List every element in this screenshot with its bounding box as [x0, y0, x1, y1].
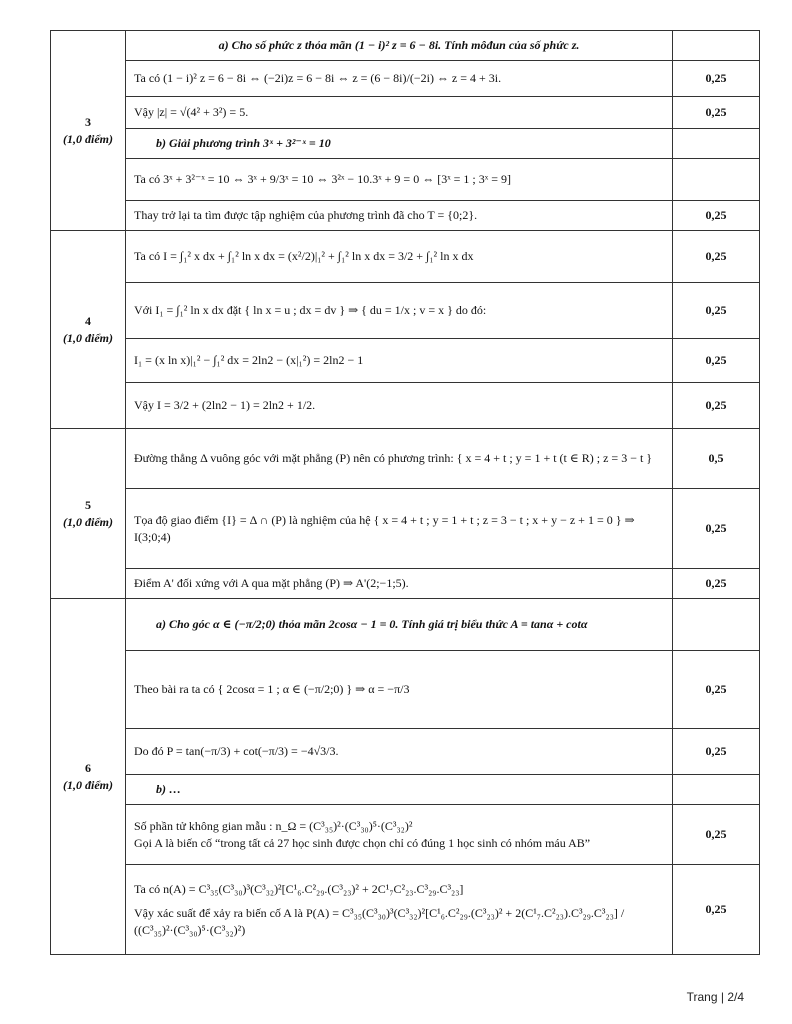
question-number: 3 — [85, 115, 91, 130]
table-row — [51, 569, 760, 599]
table-row — [51, 383, 760, 429]
score-cell: 0,25 — [673, 651, 760, 729]
part-heading: a) Cho số phức z thỏa mãn (1 − i)² z = 6 − 8i. Tính môđun của số phức z. — [126, 31, 673, 61]
table-row — [51, 599, 760, 651]
table-row — [51, 159, 760, 201]
question-points: (1,0 điểm) — [63, 330, 113, 345]
score-cell: 0,25 — [673, 201, 760, 231]
table-row — [51, 865, 760, 955]
table-row — [51, 31, 760, 61]
table-row — [51, 805, 760, 865]
score-cell — [673, 599, 760, 651]
question-label-cell — [51, 599, 126, 955]
solution-line: Gọi A là biến cố “trong tất cả 27 học sinh được chọn chỉ có đúng 1 học sinh có nhóm máu AB” — [134, 835, 591, 850]
score-cell — [673, 775, 760, 805]
solution-step: Với I₁ = ∫₁² ln x dx đặt { ln x = u ; dx = dv } ⇒ { du = 1/x ; v = x } do đó: — [126, 283, 673, 339]
question-label-cell — [51, 429, 126, 599]
part-heading: b) … — [126, 775, 673, 805]
answer-table — [50, 30, 760, 955]
table-row — [51, 651, 760, 729]
solution-step — [126, 865, 673, 955]
table-row — [51, 429, 760, 489]
table-row — [51, 97, 760, 129]
score-cell: 0,25 — [673, 231, 760, 283]
solution-step: Vậy |z| = √(4² + 3²) = 5. — [126, 97, 673, 129]
table-row — [51, 201, 760, 231]
question-points: (1,0 điểm) — [63, 131, 113, 146]
solution-step — [126, 805, 673, 865]
part-heading: a) Cho góc α ∈ (−π/2;0) thỏa mãn 2cosα − 1 = 0. Tính giá trị biểu thức A = tanα + cotα — [126, 599, 673, 651]
part-heading: b) Giải phương trình 3ˣ + 3²⁻ˣ = 10 — [126, 129, 673, 159]
table-row — [51, 129, 760, 159]
table-row — [51, 489, 760, 569]
score-cell — [673, 31, 760, 61]
solution-line: Vậy xác suất để xảy ra biến cố A là P(A) = C³₃₅(C³₃₀)³(C³₃₂)²[C¹₆.C²₂₉.(C³₂₃)² + 2(C¹₇.C²₂₃).C³₂₉.C³₂₃] / ((C³₃₅)²·(C³₃₀)⁵·(C³₃₂)²) — [134, 906, 625, 937]
question-number: 6 — [85, 761, 91, 776]
score-cell: 0,25 — [673, 729, 760, 775]
question-number: 4 — [85, 314, 91, 329]
score-cell: 0,5 — [673, 429, 760, 489]
page-footer: Trang | 2/4 — [686, 990, 744, 1004]
score-cell: 0,25 — [673, 383, 760, 429]
question-number: 5 — [85, 498, 91, 513]
table-row — [51, 61, 760, 97]
question-label-cell — [51, 231, 126, 429]
score-cell: 0,25 — [673, 865, 760, 955]
solution-step: Điểm A' đối xứng với A qua mặt phẳng (P) ⇒ A'(2;−1;5). — [126, 569, 673, 599]
solution-step: Do đó P = tan(−π/3) + cot(−π/3) = −4√3/3. — [126, 729, 673, 775]
table-row — [51, 283, 760, 339]
solution-step: Đường thẳng Δ vuông góc với mặt phẳng (P) nên có phương trình: { x = 4 + t ; y = 1 + t (t ∈ R) ; z = 3 − t } — [126, 429, 673, 489]
score-cell: 0,25 — [673, 61, 760, 97]
table-row — [51, 775, 760, 805]
solution-line: Số phần tử không gian mẫu : n_Ω = (C³₃₅)²·(C³₃₀)⁵·(C³₃₂)² — [134, 819, 413, 834]
table-row — [51, 231, 760, 283]
score-cell: 0,25 — [673, 283, 760, 339]
question-label-cell — [51, 31, 126, 231]
solution-step: Ta có I = ∫₁² x dx + ∫₁² ln x dx = (x²/2)|₁² + ∫₁² ln x dx = 3/2 + ∫₁² ln x dx — [126, 231, 673, 283]
question-points: (1,0 điểm) — [63, 514, 113, 529]
solution-step: Vậy I = 3/2 + (2ln2 − 1) = 2ln2 + 1/2. — [126, 383, 673, 429]
table-row — [51, 729, 760, 775]
score-cell: 0,25 — [673, 489, 760, 569]
solution-step: Ta có 3ˣ + 3²⁻ˣ = 10 ⇔ 3ˣ + 9/3ˣ = 10 ⇔ 3²ˣ − 10.3ˣ + 9 = 0 ⇔ [3ˣ = 1 ; 3ˣ = 9] — [126, 159, 673, 201]
question-points: (1,0 điểm) — [63, 777, 113, 792]
score-cell: 0,25 — [673, 339, 760, 383]
score-cell — [673, 129, 760, 159]
score-cell — [673, 159, 760, 201]
table-row — [51, 339, 760, 383]
solution-step: Tọa độ giao điểm {I} = Δ ∩ (P) là nghiệm của hệ { x = 4 + t ; y = 1 + t ; z = 3 − t ; x + y − z + 1 = 0 } ⇒ I(3;0;4) — [126, 489, 673, 569]
solution-step: Ta có (1 − i)² z = 6 − 8i ⇔ (−2i)z = 6 − 8i ⇔ z = (6 − 8i)/(−2i) ⇔ z = 4 + 3i. — [126, 61, 673, 97]
solution-step: Theo bài ra ta có { 2cosα = 1 ; α ∈ (−π/2;0) } ⇒ α = −π/3 — [126, 651, 673, 729]
solution-step: Thay trở lại ta tìm được tập nghiệm của phương trình đã cho T = {0;2}. — [126, 201, 673, 231]
score-cell: 0,25 — [673, 97, 760, 129]
solution-line: Ta có n(A) = C³₃₅(C³₃₀)³(C³₃₂)²[C¹₆.C²₂₉.(C³₂₃)² + 2C¹₇C²₂₃.C³₂₉.C³₂₃] — [134, 882, 464, 897]
score-cell: 0,25 — [673, 805, 760, 865]
solution-step: I₁ = (x ln x)|₁² − ∫₁² dx = 2ln2 − (x|₁²) = 2ln2 − 1 — [126, 339, 673, 383]
score-cell: 0,25 — [673, 569, 760, 599]
